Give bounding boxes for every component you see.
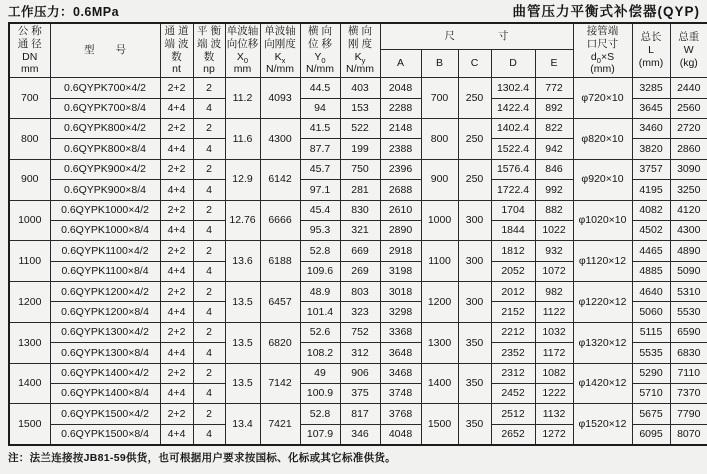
cell-l: 5535: [632, 343, 670, 363]
compensator-spec-table: [8, 22, 707, 446]
cell-l: 5710: [632, 384, 670, 404]
header-row-1: [9, 23, 707, 49]
cell-ds: φ1320×12: [573, 322, 632, 363]
cell-b: 1400: [421, 363, 458, 404]
cell-dn: 1200: [9, 282, 50, 323]
cell-nt: 4+4: [160, 98, 193, 118]
cell-ky: 375: [340, 384, 380, 404]
cell-x0: 11.2: [225, 78, 260, 119]
cell-model: 0.6QYPK1300×4/2: [50, 322, 160, 342]
table-row: [9, 78, 707, 98]
cell-e: 992: [535, 180, 573, 200]
col-header-y0: 横 向 位 移 $Y_0$ N/mm: [300, 23, 340, 78]
cell-model: 0.6QYPK1500×8/4: [50, 424, 160, 445]
cell-a: 3198: [380, 261, 421, 281]
cell-np: 4: [193, 384, 225, 404]
table-row: [9, 241, 707, 261]
table-header: [9, 23, 707, 78]
cell-w: 4890: [670, 241, 707, 261]
cell-d: 2012: [491, 282, 535, 302]
cell-l: 4195: [632, 180, 670, 200]
cell-ky: 153: [340, 98, 380, 118]
cell-ky: 522: [340, 118, 380, 138]
cell-a: 2048: [380, 78, 421, 98]
cell-kx: 4300: [260, 118, 300, 159]
col-group-size: 尺 寸: [380, 23, 573, 49]
cell-b: 1000: [421, 200, 458, 241]
cell-y0: 95.3: [300, 220, 340, 240]
cell-l: 3285: [632, 78, 670, 98]
cell-ky: 321: [340, 220, 380, 240]
cell-y0: 44.5: [300, 78, 340, 98]
cell-l: 6095: [632, 424, 670, 445]
cell-np: 2: [193, 241, 225, 261]
cell-e: 822: [535, 118, 573, 138]
cell-nt: 4+4: [160, 302, 193, 322]
cell-model: 0.6QYPK1300×8/4: [50, 343, 160, 363]
cell-e: 982: [535, 282, 573, 302]
cell-kx: 6142: [260, 159, 300, 200]
cell-w: 2860: [670, 139, 707, 159]
cell-d: 1704: [491, 200, 535, 220]
cell-d: 2152: [491, 302, 535, 322]
col-header-model: 型 号: [50, 23, 160, 78]
cell-e: 1032: [535, 322, 573, 342]
cell-model: 0.6QYPK1200×8/4: [50, 302, 160, 322]
cell-model: 0.6QYPK1400×8/4: [50, 384, 160, 404]
cell-ds: φ1020×10: [573, 200, 632, 241]
cell-e: 882: [535, 200, 573, 220]
cell-nt: 4+4: [160, 261, 193, 281]
cell-d: 1422.4: [491, 98, 535, 118]
cell-e: 932: [535, 241, 573, 261]
cell-ds: φ1420×12: [573, 363, 632, 404]
cell-l: 4465: [632, 241, 670, 261]
cell-e: 1022: [535, 220, 573, 240]
cell-np: 4: [193, 180, 225, 200]
cell-ky: 817: [340, 404, 380, 424]
cell-nt: 2+2: [160, 363, 193, 383]
cell-nt: 2+2: [160, 241, 193, 261]
cell-y0: 52.8: [300, 241, 340, 261]
cell-a: 3298: [380, 302, 421, 322]
cell-d: 2052: [491, 261, 535, 281]
cell-model: 0.6QYPK1100×8/4: [50, 261, 160, 281]
cell-nt: 4+4: [160, 139, 193, 159]
col-header-size-d: D: [491, 49, 535, 77]
col-header-kx: 单波轴 向刚度 $K_x$ N/mm: [260, 23, 300, 78]
cell-d: 1302.4: [491, 78, 535, 98]
cell-ky: 906: [340, 363, 380, 383]
cell-y0: 52.8: [300, 404, 340, 424]
table-row: [9, 404, 707, 424]
cell-model: 0.6QYPK1400×4/2: [50, 363, 160, 383]
footnote: 注：法兰连接按JB81-59供货，也可根据用户要求按国标、化标或其它标准供货。: [8, 452, 396, 465]
cell-c: 300: [458, 282, 491, 323]
cell-ky: 803: [340, 282, 380, 302]
cell-np: 4: [193, 139, 225, 159]
cell-a: 2688: [380, 180, 421, 200]
cell-y0: 100.9: [300, 384, 340, 404]
cell-a: 3748: [380, 384, 421, 404]
cell-w: 4300: [670, 220, 707, 240]
cell-ky: 403: [340, 78, 380, 98]
product-title: 曲管压力平衡式补偿器(QYP): [512, 4, 700, 19]
cell-dn: 1100: [9, 241, 50, 282]
cell-d: 1722.4: [491, 180, 535, 200]
cell-kx: 6820: [260, 322, 300, 363]
cell-e: 942: [535, 139, 573, 159]
cell-np: 4: [193, 220, 225, 240]
cell-model: 0.6QYPK1500×4/2: [50, 404, 160, 424]
cell-d: 2312: [491, 363, 535, 383]
col-header-ds: 接管端 口尺寸 $d_0\times S$ (mm): [573, 23, 632, 78]
cell-kx: 6457: [260, 282, 300, 323]
cell-ky: 281: [340, 180, 380, 200]
cell-np: 2: [193, 118, 225, 138]
cell-np: 4: [193, 261, 225, 281]
cell-dn: 800: [9, 118, 50, 159]
cell-ky: 346: [340, 424, 380, 445]
col-header-nt: 通 道 端 波 数 nt: [160, 23, 193, 78]
cell-e: 1082: [535, 363, 573, 383]
cell-y0: 97.1: [300, 180, 340, 200]
cell-w: 4120: [670, 200, 707, 220]
cell-np: 4: [193, 424, 225, 445]
cell-y0: 87.7: [300, 139, 340, 159]
cell-l: 4640: [632, 282, 670, 302]
cell-d: 1402.4: [491, 118, 535, 138]
cell-y0: 101.4: [300, 302, 340, 322]
cell-w: 6830: [670, 343, 707, 363]
cell-model: 0.6QYPK800×8/4: [50, 139, 160, 159]
cell-e: 772: [535, 78, 573, 98]
cell-a: 2148: [380, 118, 421, 138]
cell-a: 2890: [380, 220, 421, 240]
cell-b: 900: [421, 159, 458, 200]
cell-np: 2: [193, 363, 225, 383]
working-pressure-title: 工作压力：0.6MPa: [8, 5, 120, 19]
cell-y0: 52.6: [300, 322, 340, 342]
cell-nt: 4+4: [160, 220, 193, 240]
cell-c: 350: [458, 322, 491, 363]
cell-l: 3757: [632, 159, 670, 179]
cell-e: 846: [535, 159, 573, 179]
title-bar: [8, 3, 700, 20]
cell-d: 1812: [491, 241, 535, 261]
cell-a: 3648: [380, 343, 421, 363]
cell-d: 2652: [491, 424, 535, 445]
cell-l: 4082: [632, 200, 670, 220]
cell-model: 0.6QYPK1100×4/2: [50, 241, 160, 261]
cell-y0: 94: [300, 98, 340, 118]
col-header-x0: 单波轴 向位移 $X_0$ mm: [225, 23, 260, 78]
cell-x0: 13.5: [225, 363, 260, 404]
cell-model: 0.6QYPK900×8/4: [50, 180, 160, 200]
col-header-size-c: C: [458, 49, 491, 77]
cell-ky: 830: [340, 200, 380, 220]
cell-dn: 1000: [9, 200, 50, 241]
table-row: [9, 363, 707, 383]
cell-ky: 750: [340, 159, 380, 179]
cell-d: 2212: [491, 322, 535, 342]
cell-l: 4502: [632, 220, 670, 240]
cell-d: 2512: [491, 404, 535, 424]
cell-w: 2720: [670, 118, 707, 138]
cell-nt: 2+2: [160, 159, 193, 179]
cell-l: 3820: [632, 139, 670, 159]
cell-d: 2452: [491, 384, 535, 404]
cell-c: 250: [458, 118, 491, 159]
cell-l: 3645: [632, 98, 670, 118]
cell-np: 2: [193, 78, 225, 98]
cell-ds: φ920×10: [573, 159, 632, 200]
cell-np: 2: [193, 404, 225, 424]
cell-l: 5060: [632, 302, 670, 322]
col-header-total-weight: 总重 W (kg): [670, 23, 707, 78]
col-header-size-b: B: [421, 49, 458, 77]
cell-a: 2396: [380, 159, 421, 179]
cell-model: 0.6QYPK800×4/2: [50, 118, 160, 138]
cell-model: 0.6QYPK700×8/4: [50, 98, 160, 118]
table-row: [9, 282, 707, 302]
cell-x0: 12.76: [225, 200, 260, 241]
cell-ky: 752: [340, 322, 380, 342]
table-row: [9, 322, 707, 342]
cell-dn: 1300: [9, 322, 50, 363]
cell-a: 2388: [380, 139, 421, 159]
cell-a: 2610: [380, 200, 421, 220]
cell-np: 2: [193, 159, 225, 179]
cell-kx: 7142: [260, 363, 300, 404]
cell-ds: φ1120×12: [573, 241, 632, 282]
cell-c: 250: [458, 78, 491, 119]
col-header-size-e: E: [535, 49, 573, 77]
cell-e: 1172: [535, 343, 573, 363]
cell-a: 2288: [380, 98, 421, 118]
cell-w: 3090: [670, 159, 707, 179]
cell-b: 700: [421, 78, 458, 119]
cell-c: 300: [458, 200, 491, 241]
cell-np: 4: [193, 343, 225, 363]
cell-e: 1072: [535, 261, 573, 281]
cell-ds: φ720×10: [573, 78, 632, 119]
cell-e: 1222: [535, 384, 573, 404]
cell-dn: 900: [9, 159, 50, 200]
cell-a: 3018: [380, 282, 421, 302]
cell-kx: 4093: [260, 78, 300, 119]
cell-x0: 13.6: [225, 241, 260, 282]
cell-nt: 2+2: [160, 404, 193, 424]
cell-w: 2560: [670, 98, 707, 118]
cell-ky: 312: [340, 343, 380, 363]
cell-c: 350: [458, 363, 491, 404]
cell-l: 3460: [632, 118, 670, 138]
cell-w: 6590: [670, 322, 707, 342]
cell-model: 0.6QYPK1200×4/2: [50, 282, 160, 302]
cell-a: 4048: [380, 424, 421, 445]
cell-y0: 107.9: [300, 424, 340, 445]
cell-w: 7370: [670, 384, 707, 404]
cell-x0: 13.4: [225, 404, 260, 445]
cell-b: 800: [421, 118, 458, 159]
cell-l: 4885: [632, 261, 670, 281]
cell-kx: 7421: [260, 404, 300, 445]
cell-w: 5090: [670, 261, 707, 281]
cell-dn: 1500: [9, 404, 50, 445]
cell-ky: 669: [340, 241, 380, 261]
cell-b: 1300: [421, 322, 458, 363]
cell-w: 7790: [670, 404, 707, 424]
cell-nt: 4+4: [160, 384, 193, 404]
cell-l: 5115: [632, 322, 670, 342]
cell-c: 300: [458, 241, 491, 282]
cell-w: 5310: [670, 282, 707, 302]
cell-ky: 269: [340, 261, 380, 281]
cell-x0: 12.9: [225, 159, 260, 200]
table-row: [9, 118, 707, 138]
cell-x0: 13.5: [225, 282, 260, 323]
cell-model: 0.6QYPK1000×8/4: [50, 220, 160, 240]
cell-a: 3468: [380, 363, 421, 383]
cell-model: 0.6QYPK900×4/2: [50, 159, 160, 179]
cell-b: 1200: [421, 282, 458, 323]
cell-d: 1522.4: [491, 139, 535, 159]
cell-np: 2: [193, 200, 225, 220]
cell-d: 1844: [491, 220, 535, 240]
cell-a: 3768: [380, 404, 421, 424]
cell-l: 5290: [632, 363, 670, 383]
cell-w: 2440: [670, 78, 707, 98]
col-header-total-length: 总长 L (mm): [632, 23, 670, 78]
cell-e: 1132: [535, 404, 573, 424]
cell-np: 4: [193, 302, 225, 322]
cell-b: 1500: [421, 404, 458, 445]
cell-ds: φ1520×12: [573, 404, 632, 445]
cell-w: 3250: [670, 180, 707, 200]
cell-w: 5530: [670, 302, 707, 322]
cell-y0: 49: [300, 363, 340, 383]
cell-b: 1100: [421, 241, 458, 282]
cell-x0: 13.5: [225, 322, 260, 363]
cell-nt: 2+2: [160, 200, 193, 220]
cell-np: 2: [193, 282, 225, 302]
cell-nt: 2+2: [160, 282, 193, 302]
cell-model: 0.6QYPK700×4/2: [50, 78, 160, 98]
cell-ky: 199: [340, 139, 380, 159]
cell-e: 1272: [535, 424, 573, 445]
cell-c: 350: [458, 404, 491, 445]
cell-w: 8070: [670, 424, 707, 445]
col-header-dn: 公 称 通 径 DN mm: [9, 23, 50, 78]
cell-nt: 4+4: [160, 180, 193, 200]
cell-y0: 45.7: [300, 159, 340, 179]
cell-nt: 2+2: [160, 78, 193, 98]
cell-dn: 700: [9, 78, 50, 119]
col-header-ky: 横 向 刚 度 $K_y$ N/mm: [340, 23, 380, 78]
cell-y0: 45.4: [300, 200, 340, 220]
cell-nt: 2+2: [160, 118, 193, 138]
cell-ds: φ820×10: [573, 118, 632, 159]
cell-y0: 108.2: [300, 343, 340, 363]
cell-np: 2: [193, 322, 225, 342]
cell-kx: 6188: [260, 241, 300, 282]
cell-kx: 6666: [260, 200, 300, 241]
cell-a: 3368: [380, 322, 421, 342]
cell-e: 1122: [535, 302, 573, 322]
col-header-size-a: A: [380, 49, 421, 77]
table-row: [9, 159, 707, 179]
table-body: [9, 78, 707, 446]
cell-a: 2918: [380, 241, 421, 261]
cell-ky: 323: [340, 302, 380, 322]
cell-y0: 41.5: [300, 118, 340, 138]
cell-nt: 2+2: [160, 322, 193, 342]
cell-d: 2352: [491, 343, 535, 363]
cell-model: 0.6QYPK1000×4/2: [50, 200, 160, 220]
cell-dn: 1400: [9, 363, 50, 404]
cell-l: 5675: [632, 404, 670, 424]
cell-c: 250: [458, 159, 491, 200]
cell-ds: φ1220×12: [573, 282, 632, 323]
col-header-np: 平 衡 端 波 数 np: [193, 23, 225, 78]
cell-x0: 11.6: [225, 118, 260, 159]
cell-e: 892: [535, 98, 573, 118]
cell-y0: 109.6: [300, 261, 340, 281]
cell-w: 7110: [670, 363, 707, 383]
cell-nt: 4+4: [160, 343, 193, 363]
cell-d: 1576.4: [491, 159, 535, 179]
cell-nt: 4+4: [160, 424, 193, 445]
cell-np: 4: [193, 98, 225, 118]
table-row: [9, 200, 707, 220]
cell-y0: 48.9: [300, 282, 340, 302]
